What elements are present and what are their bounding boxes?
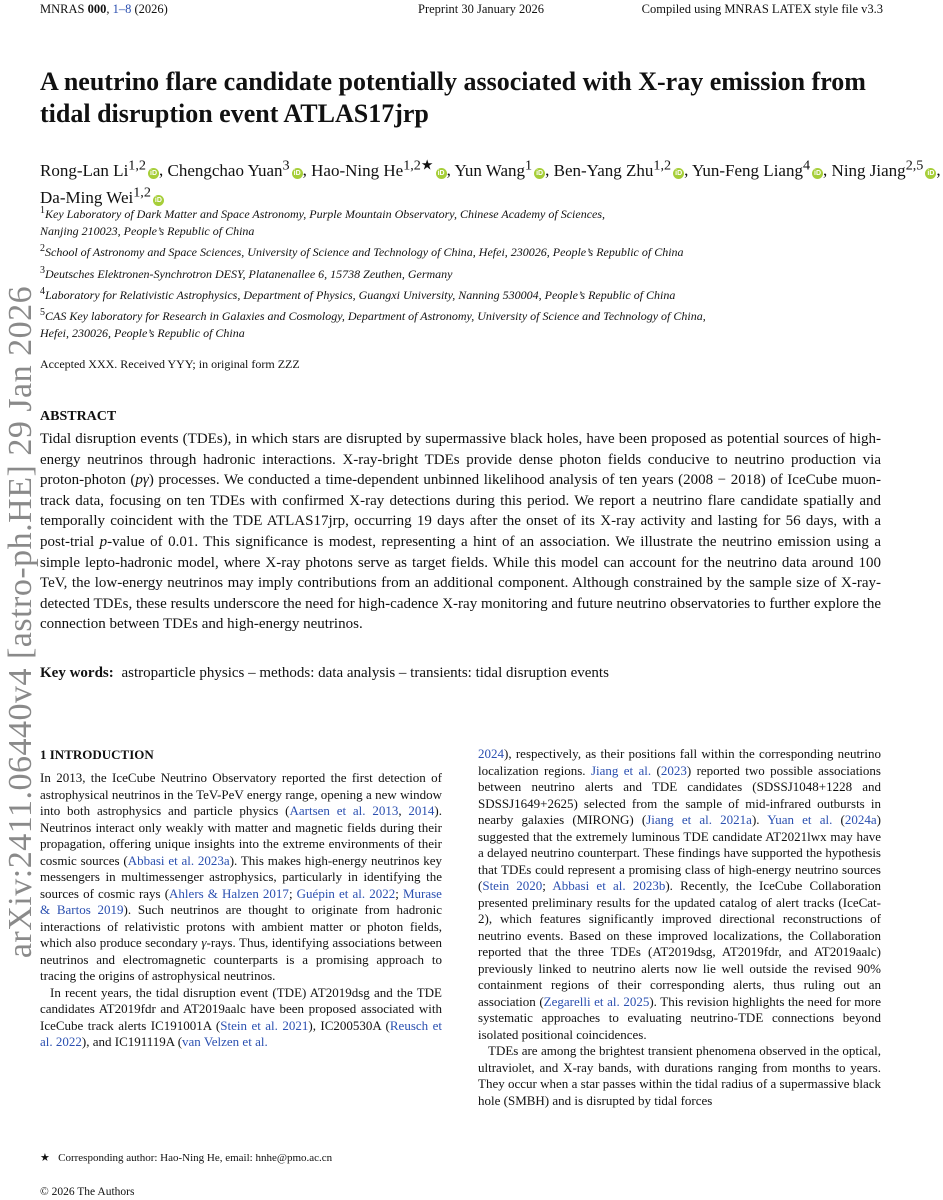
journal-year: (2026): [134, 2, 168, 16]
affiliation-number: 1: [40, 205, 45, 216]
affiliation-number: 3: [40, 264, 45, 276]
affiliation-list: [40, 202, 900, 342]
footnote-mark: ★: [40, 1152, 50, 1164]
author: [311, 157, 446, 180]
text-run: ). This revision highlights the need for more systematic approaches to evaluating neutrino-TDE connections beyond isolated positional coincidences.: [478, 993, 881, 1042]
text-run: ) processes. We conducted a time-dependent unbinned likelihood analysis of ten years (2008 − 2018) of IceCube muon-track data, focusing on ten TDEs with confirmed X-ray detections during this period. We report a neutrino flare candidate spatially and temporally coincident with the TDE ATLAS17jrp, occurring 19 days after the onset of its X-ray activity and lasting for 56 days, with a post-trial: [40, 472, 881, 550]
author-name: Chengchao Yuan: [167, 160, 283, 180]
citation-link[interactable]: 2023: [660, 762, 687, 778]
preprint-date: Preprint 30 January 2026: [418, 2, 545, 16]
citation-link[interactable]: Jiang et al. 2021a: [646, 812, 752, 827]
text-run: In 2013, the IceCube Neutrino Observatory reported the first detection of astrophysical neutrinos in the TeV-PeV energy range, opening a new window into both astrophysics and particle physics (: [40, 770, 442, 818]
author-name: Da-Ming Wei: [40, 188, 134, 208]
math-symbol: p: [99, 533, 108, 550]
arxiv-identifier: arXiv:2411.06440v4 [astro-ph.HE] 29 Jan 2026: [2, 285, 39, 959]
author: [167, 157, 303, 180]
text-run: ), and IC191119A (: [81, 1034, 183, 1049]
orcid-icon[interactable]: iD: [927, 169, 935, 177]
footnote: [40, 1151, 332, 1164]
author-name: Yun Wang: [454, 160, 526, 180]
author-name: Yun-Feng Liang: [692, 160, 803, 180]
citation-link[interactable]: van Velzen et al.: [182, 1034, 268, 1049]
affiliation-continued: Nanjing 210023, People’s Republic of China: [40, 224, 255, 239]
paragraph: [478, 746, 881, 1043]
author-name: Hao-Ning He: [311, 160, 404, 180]
citation-link[interactable]: Abbasi et al. 2023b: [552, 878, 666, 893]
text-run: TDEs are among the brightest transient phenomena observed in the optical, ultraviolet, and X-ray bands, with durations ranging from months to years. They occur when a star passes within the tidal radius of a supermassive black hole (SMBH) and is disrupted by tidal forces: [478, 1043, 881, 1108]
orcid-icon[interactable]: iD: [150, 169, 157, 177]
left-column-text: [40, 770, 442, 1051]
footnote-text: Corresponding author: Hao-Ning He, email: hnhe@pmo.ac.cn: [58, 1152, 333, 1164]
citation-link[interactable]: Murase & Bartos 2019: [40, 885, 442, 917]
arxiv-identifier-sidebar: [0, 262, 42, 982]
citation-link[interactable]: Abbasi et al. 2023a: [127, 852, 230, 868]
text-run: In recent years, the tidal disruption event (TDE) AT2019dsg and the TDE candidates AT2019fdr and AT2019aalc have been proposed associated with IceCube track alerts IC191001A (: [40, 984, 442, 1033]
citation-link[interactable]: 2024a: [844, 812, 877, 827]
citation-link[interactable]: Stein et al. 2021: [220, 1017, 309, 1033]
affiliation-text: Laboratory for Relativistic Astrophysics, Department of Physics, Guangxi University, Nanning 530004, People’s Republic of China: [45, 287, 676, 302]
text-run: ). Recently, the IceCube Collaboration presented preliminary results for the updated catalog of alert tracks (IceCat-2), which features significantly improved directional reconstructions of neutrino events. Based on these improved localizations, the Collaboration reported that the three TDEs (AT2019dsg, AT2019fdr, and AT2019aalc) previously linked to neutrino alerts now lie well outside the revised 90% containment regions of their corresponding alerts, thus ruling out an association (: [478, 878, 882, 1009]
citation-link[interactable]: 2014: [408, 803, 435, 818]
text-run: ;: [542, 878, 553, 893]
running-header-journal: MNRAS 000, 1–8 (2026): [40, 2, 168, 16]
keywords-label: Key words:: [40, 665, 114, 681]
citation-link[interactable]: Stein 2020: [482, 878, 543, 893]
text-run: ;: [288, 885, 297, 901]
journal-name: MNRAS: [40, 2, 85, 16]
text-run: ), IC200530A (: [308, 1017, 390, 1033]
citation-link[interactable]: Aartsen et al. 2013: [289, 803, 399, 818]
author-affiliation-mark: 1,2: [128, 157, 146, 173]
affiliation: [40, 262, 900, 283]
text-run: ), respectively, as their positions fall within the corresponding neutrino localization regions.: [478, 746, 881, 778]
author: [454, 157, 545, 180]
affiliation-text: Deutsches Elektronen-Synchrotron DESY, Platanenallee 6, 15738 Zeuthen, Germany: [45, 266, 453, 281]
abstract-heading: ABSTRACT: [40, 409, 117, 424]
citation-link[interactable]: Ahlers & Halzen 2017: [169, 885, 289, 901]
text-run: ;: [395, 885, 403, 901]
affiliation-text: CAS Key laboratory for Research in Galaxies and Cosmology, Department of Astronomy, University of Science and Technology of China,: [45, 309, 706, 324]
author-affiliation-mark: 2,5: [905, 157, 924, 173]
author-affiliation-mark: 1,2★: [403, 157, 434, 173]
paragraph: [40, 770, 442, 985]
affiliation: [40, 283, 900, 304]
orcid-icon[interactable]: iD: [814, 169, 822, 177]
text-run: ).: [751, 812, 768, 827]
text-run: -rays. Thus, identifying associations between neutrinos and electromagnetic counterparts is a promising approach to tracing the origins of astrophysical neutrinos.: [40, 935, 442, 983]
affiliation-number: 2: [40, 243, 45, 255]
affiliation-continued: Hefei, 230026, People’s Republic of China: [40, 326, 245, 341]
author-list: Rong-Lan Li$^{1,2}$iD , Chengchao Yuan$^3$iD , Hao-Ning $He^{1,2★}iD$ , Yun Wang$^1$iD , Ben-Yang Zhu$^{1,2}$iD , Yun-Feng Liang$^4$iD , Ning Jiang$^{2,5}$iD , Da-Ming Wei$^{1,2}$iD: [40, 157, 941, 208]
text-run: ,: [398, 803, 409, 818]
citation-link[interactable]: 2024: [478, 746, 504, 761]
author-name: Rong-Lan Li: [40, 160, 129, 180]
text-run: -value of 0.01. This significance is modest, representing a hint of an association. We illustrate the neutrino emission using a simple lepto-hadronic model, where X-ray photons serve as target fields. While this model can account for the neutrino data around 100 TeV, the low-energy neutrinos may imply contributions from an additional component. Although constrained by the sample size of X-ray-detected TDEs, these results underscore the need for high-cadence X-ray monitoring and future neutrino observatories to further explore the connection between TDEs and high-energy neutrinos.: [40, 533, 881, 633]
citation-link[interactable]: Zegarelli et al. 2025: [543, 993, 650, 1009]
copyright: © 2026 The Authors: [40, 1186, 135, 1198]
section-heading-introduction: 1 INTRODUCTION: [40, 747, 154, 762]
text-run: (: [651, 762, 661, 778]
author: [40, 157, 159, 180]
text-run: Tidal disruption events (TDEs), in which stars are disrupted by supermassive black holes, have been proposed as potential sources of high-energy neutrinos through hadronic interactions. X-ray-bright TDEs provide dense photon fields conducive to neutrino production via proton-photon (: [40, 431, 881, 489]
affiliation-number: 5: [40, 307, 45, 319]
paragraph: [40, 985, 442, 1051]
citation-link[interactable]: Guépin et al. 2022: [296, 885, 396, 901]
footnote-rule: [40, 1143, 442, 1144]
affiliation: [40, 202, 900, 223]
text-run: ). This makes high-energy neutrinos key messengers in multimessenger astrophysics, particularly in identifying the sources of cosmic rays (: [40, 852, 442, 901]
affiliation-text: Key Laboratory of Dark Matter and Space Astronomy, Purple Mountain Observatory, Chinese Academy of Sciences,: [45, 207, 606, 221]
affiliation-number: 4: [40, 285, 45, 297]
paragraph: [478, 1043, 881, 1109]
text-run: (: [832, 812, 845, 827]
author-affiliation-mark: 1: [525, 157, 533, 173]
affiliation-text: School of Astronomy and Space Sciences, University of Science and Technology of China, Hefei, 230026, People’s Republic of China: [45, 245, 684, 260]
author-affiliation-mark: 1,2: [133, 184, 151, 201]
citation-link[interactable]: Jiang et al.: [590, 762, 652, 778]
author: [692, 157, 823, 180]
keywords: [40, 665, 881, 682]
author-affiliation-mark: 3: [282, 157, 290, 173]
affiliation: [40, 304, 900, 325]
keywords-text: astroparticle physics – methods: data analysis – transients: tidal disruption events: [121, 665, 609, 681]
journal-volume: 000: [87, 2, 107, 16]
orcid-icon[interactable]: iD: [437, 169, 445, 177]
text-run: ). Neutrinos interact only weakly with matter and magnetic fields during their propagation, offering unique insights into the extreme environments of their cosmic sources (: [40, 803, 443, 868]
orcid-icon[interactable]: iD: [675, 169, 683, 177]
right-column-text: [478, 746, 881, 1109]
author-name: Ning Jiang: [831, 160, 906, 180]
orcid-icon[interactable]: iD: [154, 197, 162, 205]
orcid-icon[interactable]: iD: [536, 169, 544, 177]
text-run: ). Such neutrinos are thought to originate from hadronic interactions of relativistic protons with ambient matter or photon fields, which also produce secondary: [40, 902, 442, 950]
author-name: Ben-Yang Zhu: [553, 160, 654, 180]
accepted-note: Accepted XXX. Received YYY; in original form ZZZ: [40, 357, 300, 371]
page-range-link[interactable]: 1–8: [112, 2, 132, 16]
author-affiliation-mark: 1,2: [653, 157, 672, 173]
citation-link[interactable]: Yuan et al.: [767, 812, 833, 827]
author-affiliation-mark: 4: [802, 157, 811, 173]
math-symbol: γ: [201, 935, 207, 950]
author: [553, 157, 685, 180]
author: [831, 157, 937, 180]
abstract-text: [40, 429, 881, 635]
text-run: ) reported two possible associations between neutrino alerts and TDE candidates (SDSSJ1048+1228 and SDSSJ1649+2625) selected from the sample of mid-infrared outbursts in nearby galaxies (MIRONG) (: [478, 762, 881, 827]
text-run: ) suggested that the extremely luminous TDE candidate AT2021lwx may have a delayed neutrino counterpart. These findings have supported the hypothesis that TDEs could represent a promising class of high-energy neutrino sources (: [478, 812, 881, 893]
citation-link[interactable]: Reusch et al. 2022: [40, 1017, 442, 1049]
compiled-note: Compiled using MNRAS LATEX style file v3.3: [641, 2, 883, 16]
affiliation: [40, 240, 900, 261]
math-symbol: pγ: [135, 472, 149, 489]
orcid-icon[interactable]: iD: [293, 169, 301, 177]
paper-title: A neutrino flare candidate potentially associated with X-ray emission from tidal disruption event ATLAS17jrp: [40, 67, 866, 128]
